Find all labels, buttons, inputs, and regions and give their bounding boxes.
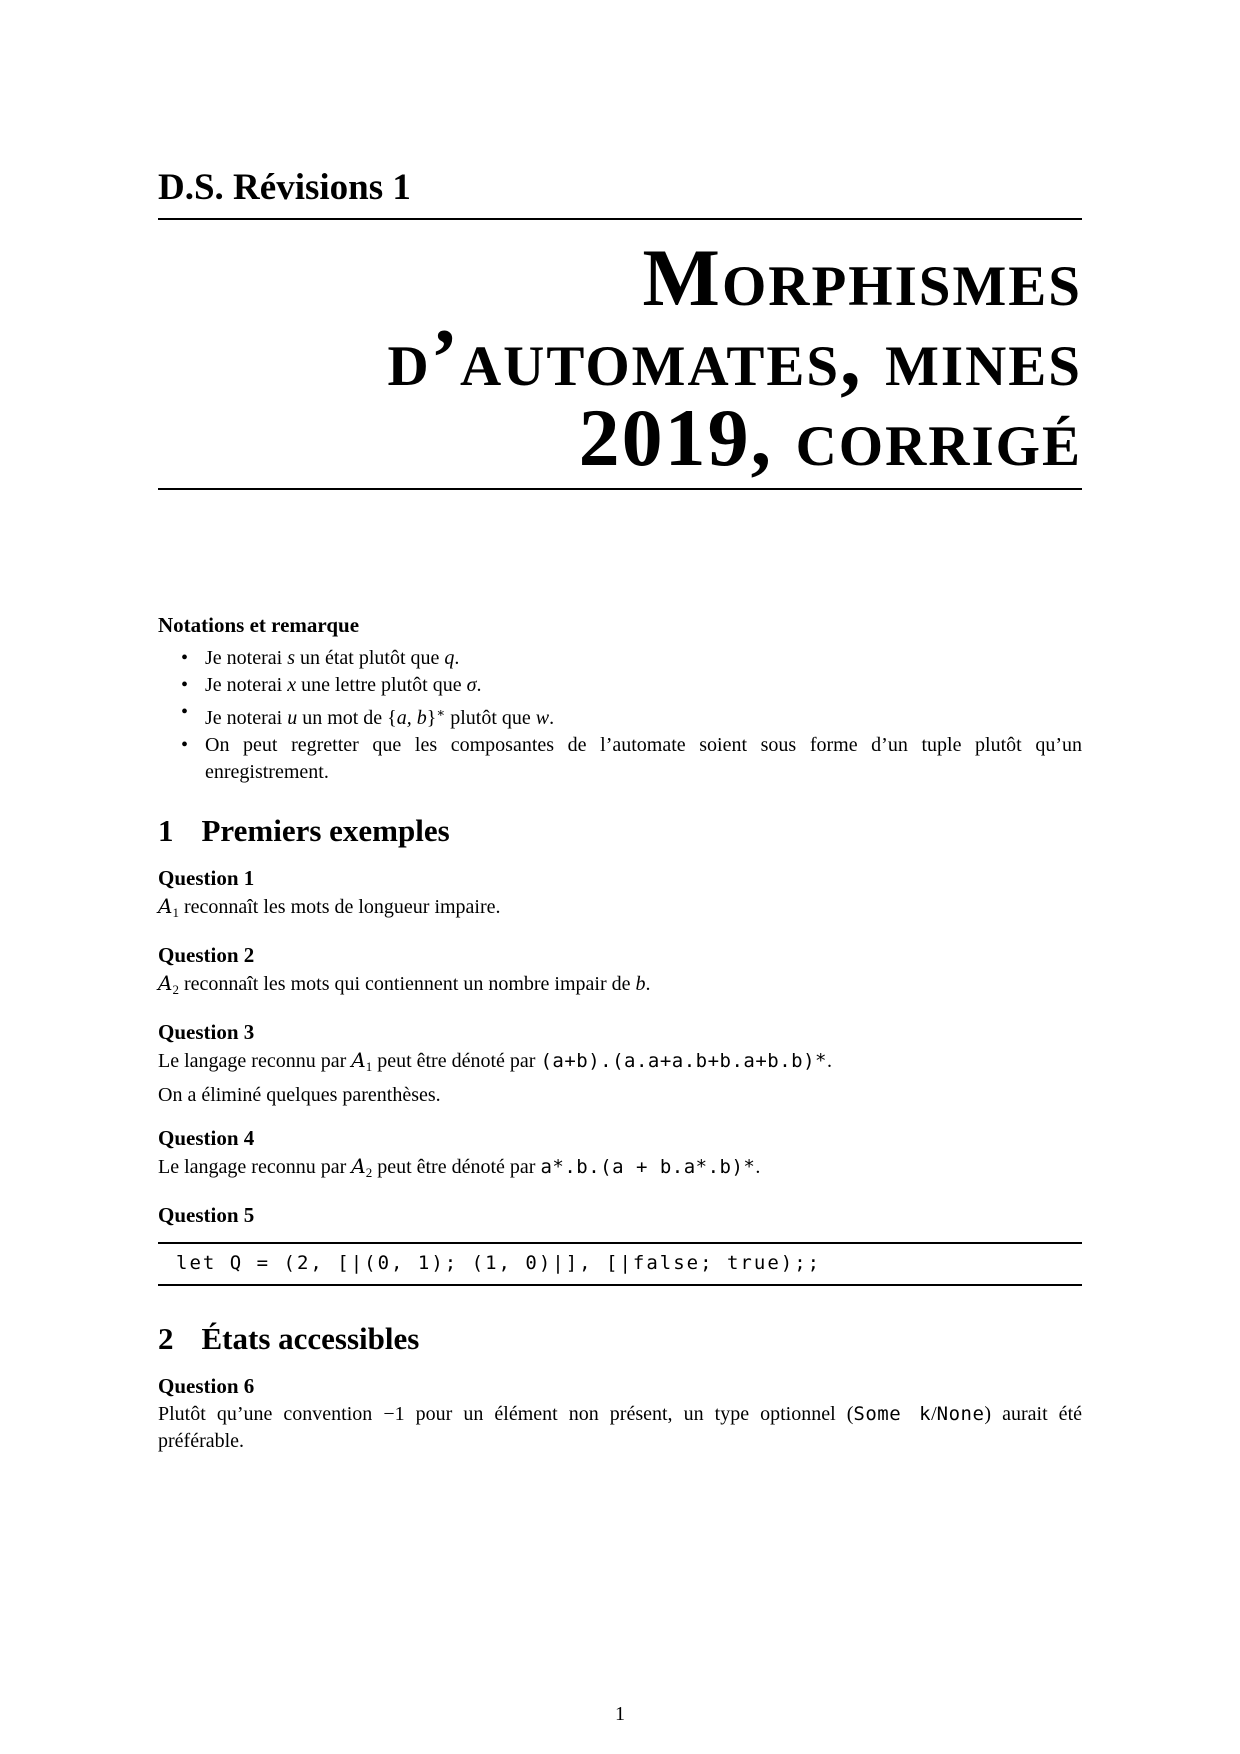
section-2-heading — [158, 1320, 1082, 1357]
section-1-heading — [158, 812, 1082, 849]
question-4-heading: Question 4 — [158, 1125, 255, 1150]
question-1-body: $A_1$ reconnaît les mots de longueur impaire. — [158, 893, 501, 920]
question-2-body: $A_2$ reconnaît les mots qui contiennent un nombre impair de b. — [158, 970, 651, 997]
section-title: États accessibles — [201, 1320, 420, 1356]
question-5-heading: Question 5 — [158, 1202, 255, 1227]
section-title: Premiers exemples — [201, 812, 450, 848]
title-rule — [158, 488, 1082, 490]
notations-list — [158, 645, 1082, 786]
notation-item: • Je noterai s un état plutôt que q. — [205, 645, 1082, 672]
question-3-body-line-2: On a éliminé quelques parenthèses. — [158, 1083, 441, 1106]
doc-title: D.S. Révisions 1 — [158, 167, 411, 208]
notation-item: • On peut regretter que les composantes de l’automate soient sous forme d’un tuple plutôt qu’un enregistrement. — [205, 732, 1082, 786]
page-number: 1 — [615, 1703, 625, 1725]
question-6-body: Plutôt qu’une convention −1 pour un élément non présent, un type optionnel (Some k/None) aurait été préférable. — [158, 1403, 1082, 1453]
question-4-body: Le langage reconnu par $A_2$ peut être dénoté par a*.b.(a + b.a*.b)*. — [158, 1153, 761, 1180]
question-3-heading: Question 3 — [158, 1019, 255, 1044]
code-line: let Q = (2, [|(0, 1); (1, 0)|], [|false; true);; — [176, 1251, 822, 1274]
main-title-line-3: 2019, corrigé — [578, 391, 1082, 483]
question-3-body-line-1: Le langage reconnu par $A_1$ peut être dénoté par (a+b).(a.a+a.b+b.a+b.b)*. — [158, 1047, 832, 1074]
notation-item: • Je noterai x une lettre plutôt que σ. — [205, 672, 1082, 699]
question-2-heading: Question 2 — [158, 942, 255, 967]
section-number: 2 — [158, 1320, 174, 1356]
main-title — [158, 231, 1082, 483]
question-1-heading: Question 1 — [158, 865, 255, 890]
code-block — [158, 1242, 1082, 1286]
notations-heading: Notations et remarque — [158, 612, 360, 637]
main-title-line-2: d’automates, mines — [387, 311, 1082, 403]
notation-item: • Je noterai u un mot de {a, b}∗ plutôt que w. — [205, 699, 1082, 732]
header-rule — [158, 218, 1082, 220]
question-6-heading: Question 6 — [158, 1374, 255, 1399]
section-number: 1 — [158, 812, 174, 848]
main-title-line-1: Morphismes — [642, 231, 1082, 323]
